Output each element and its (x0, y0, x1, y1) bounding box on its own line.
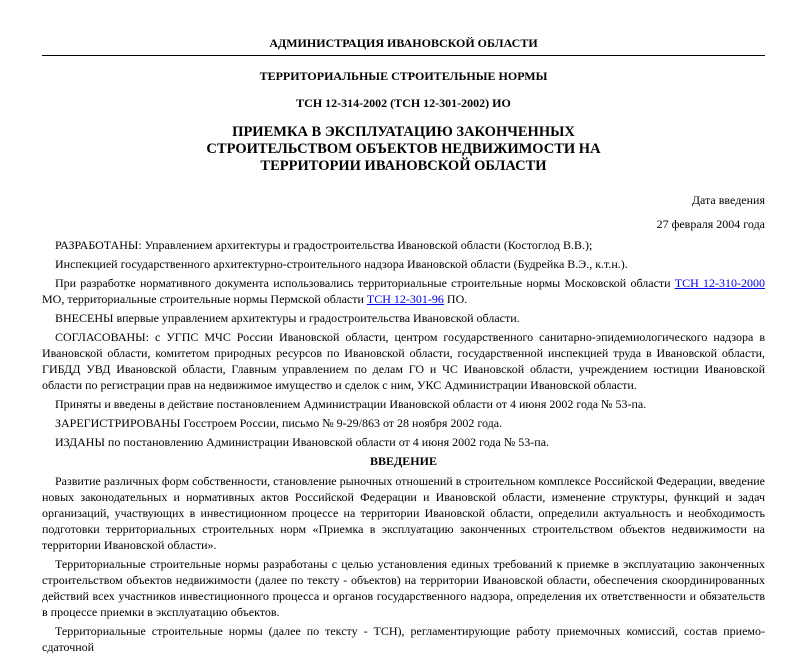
title-line-2: СТРОИТЕЛЬСТВОМ ОБЪЕКТОВ НЕДВИЖИМОСТИ НА (206, 141, 601, 157)
document-title (42, 124, 765, 175)
accepted-paragraph: Приняты и введены в действие постановлением Администрации Ивановской области от 4 июня 2002 года № 53-па. (55, 397, 647, 411)
header-divider (42, 55, 765, 56)
registered-paragraph: ЗАРЕГИСТРИРОВАНЫ Госстроем России, письмо № 9-29/863 от 28 ноября 2002 года. (55, 416, 503, 430)
title-line-3: ТЕРРИТОРИИ ИВАНОВСКОЙ ОБЛАСТИ (260, 158, 547, 174)
published-paragraph: ИЗДАНЫ по постановлению Администрации Ивановской области от 4 июня 2002 года № 53-па. (55, 435, 550, 449)
title-line-1: ПРИЕМКА В ЭКСПЛУАТАЦИЮ ЗАКОНЧЕННЫХ (232, 124, 575, 140)
date-value: 27 февраля 2004 года (656, 217, 765, 231)
document-code: ТСН 12-314-2002 (ТСН 12-301-2002) ИО (296, 96, 511, 110)
sources-text-1: При разработке нормативного документа использовались территориальные строительные нормы Московской области (55, 276, 675, 290)
date-label: Дата введения (691, 193, 765, 207)
agreed-paragraph: СОГЛАСОВАНЫ: с УГПС МЧС России Ивановской области, центром государственного санитарно-эпидемиологического надзора в Ивановской области, комитетом природных ресурсов по Ивановской области, государственной инспекцией труда в Ивановской области, ГИБДД УВД Ивановской области, Главным управлением по делам ГО и ЧС Ивановской области, учреждением юстиции Ивановской области по регистрации прав на недвижимое имущество и сделок с ним, УКС Администрации Ивановской области. (42, 330, 765, 392)
introduction-paragraph-3: Территориальные строительные нормы (далее по тексту - ТСН), регламентирующие работу приемочных комиссий, состав приемо-сдаточной (42, 624, 765, 654)
norms-type-heading: ТЕРРИТОРИАЛЬНЫЕ СТРОИТЕЛЬНЫЕ НОРМЫ (259, 69, 548, 83)
introduction-heading: ВВЕДЕНИЕ (370, 454, 437, 468)
administration-heading: АДМИНИСТРАЦИЯ ИВАНОВСКОЙ ОБЛАСТИ (269, 36, 538, 50)
document-body (42, 237, 765, 655)
developed-paragraph: РАЗРАБОТАНЫ: Управлением архитектуры и градостроительства Ивановской области (Костоглод В.В.); (55, 238, 593, 252)
sources-text-2: МО, территориальные строительные нормы Пермской области (42, 292, 367, 306)
tsn-12-301-96-link[interactable]: ТСН 12-301-96 (366, 292, 444, 306)
introduced-paragraph: ВНЕСЕНЫ впервые управлением архитектуры и градостроительства Ивановской области. (55, 311, 520, 325)
sources-paragraph (42, 275, 765, 307)
introduction-paragraph-2: Территориальные строительные нормы разработаны с целью установления единых требований к приемке в эксплуатацию законченных строительством объектов недвижимости (далее по тексту - объектов) на территории Ивановской области, обеспечения скоординированных действий всех участников инвестиционного процесса и органов государственного надзора, определения их ответственности и обязательств в процессе приемки в эксплуатацию объектов. (42, 557, 765, 619)
sources-text-3: ПО. (443, 292, 468, 306)
introduction-paragraph-1: Развитие различных форм собственности, становление рыночных отношений в строительном комплексе Российской Федерации, введение новых законодательных и нормативных актов Российской Федерации и Ивановской области, изменение структуры, функций и задач организаций, участвующих в инвестиционном процессе на территории Ивановской области, определили актуальность и необходимость подготовки территориальных строительных норм «Приемка в эксплуатацию законченных строительством объектов недвижимости на территории Ивановской области». (42, 474, 765, 552)
inspection-paragraph: Инспекцией государственного архитектурно-строительного надзора Ивановской области (Будрейка В.Э., к.т.н.). (55, 257, 628, 271)
tsn-12-310-2000-link[interactable]: ТСН 12-310-2000 (674, 276, 765, 290)
